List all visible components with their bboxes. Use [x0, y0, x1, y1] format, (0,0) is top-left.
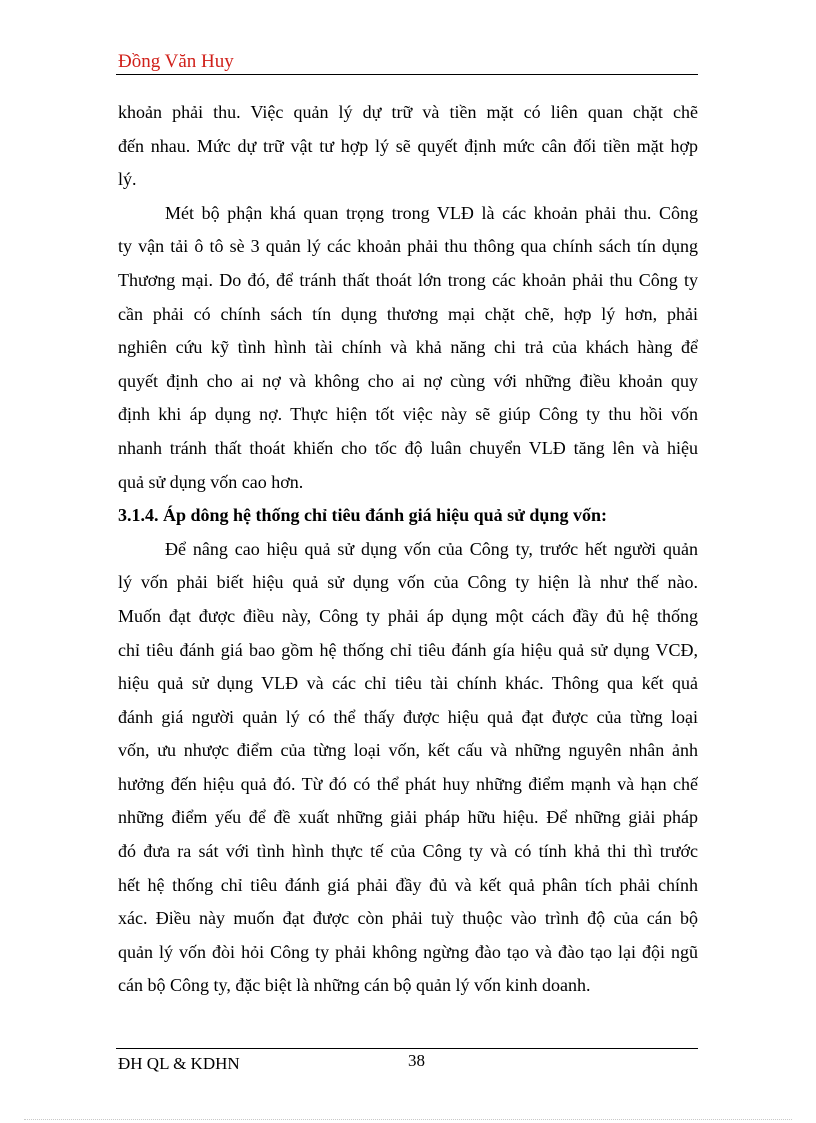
body-line: hưởng đến hiệu quả đó. Từ đó có thể phát huy những điểm mạnh và hạn chế: [118, 773, 698, 794]
body-line: hiệu quả sử dụng VLĐ và các chỉ tiêu tài chính khác. Thông qua kết quả: [118, 673, 698, 694]
body-line: lý vốn phải biết hiệu quả sử dụng vốn của Công ty hiện là như thế nào.: [118, 572, 698, 593]
body-line: xác. Điều này muốn đạt được còn phải tuỳ thuộc vào trình độ của cán bộ: [118, 908, 698, 929]
section-heading: 3.1.4. Áp dông hệ thống chỉ tiêu đánh giá hiệu quả sử dụng vốn:: [118, 505, 607, 526]
footer-rule: [116, 1048, 698, 1049]
body-line: chỉ tiêu đánh giá bao gồm hệ thống chỉ tiêu đánh gía hiệu quả sử dụng VCĐ,: [118, 639, 698, 660]
body-line: Thương mại. Do đó, để tránh thất thoát lớn trong các khoản phải thu Công ty: [118, 269, 698, 290]
body-line: đến nhau. Mức dự trữ vật tư hợp lý sẽ quyết định mức cân đối tiền mặt hợp: [118, 135, 698, 156]
body-line: nghiên cứu kỹ tình hình tài chính và khả năng chi trả của khách hàng để: [118, 337, 698, 358]
body-line: đó đưa ra sát với tình hình thực tế của Công ty và có tính khả thi thì trước: [118, 841, 698, 862]
body-line: vốn, ưu nhược điểm của từng loại vốn, kết cấu và những nguyên nhân ảnh: [118, 740, 698, 761]
body-line: định khi áp dụng nợ. Thực hiện tốt việc này sẽ giúp Công ty thu hồi vốn: [118, 404, 698, 425]
body-line: khoản phải thu. Việc quản lý dự trữ và tiền mặt có liên quan chặt chẽ: [118, 102, 698, 122]
body-line: Để nâng cao hiệu quả sử dụng vốn của Công ty, trước hết người quản: [165, 538, 698, 559]
body-line: lý.: [118, 169, 137, 190]
body-line: ty vận tải ô tô sè 3 quản lý các khoản phải thu thông qua chính sách tín dụng: [118, 236, 698, 257]
body-text: [118, 96, 698, 1003]
body-line: cần phải có chính sách tín dụng thương mại chặt chẽ, hợp lý hơn, phải: [118, 303, 698, 324]
body-line: nhanh tránh thất thoát khiến cho tốc độ luân chuyển VLĐ tăng lên và hiệu: [118, 437, 698, 458]
body-line: đánh giá người quản lý có thể thấy được hiệu quả đạt được của từng loại: [118, 706, 698, 727]
body-line: quản lý vốn đòi hỏi Công ty phải không ngừng đào tạo và đào tạo lại đội ngũ: [118, 941, 698, 962]
body-line: Mét bộ phận khá quan trọng trong VLĐ là các khoản phải thu. Công: [165, 202, 698, 223]
body-line: Muốn đạt được điều này, Công ty phải áp dụng một cách đầy đủ hệ thống: [118, 605, 698, 626]
body-line: cán bộ Công ty, đặc biệt là những cán bộ quản lý vốn kinh doanh.: [118, 975, 591, 996]
body-line: quyết định cho ai nợ và không cho ai nợ cùng với những điều khoản quy: [118, 370, 698, 391]
body-line: hết hệ thống chỉ tiêu đánh giá phải đầy đủ và kết quả phân tích phải chính: [118, 874, 698, 895]
page-header-author: Đồng Văn Huy: [118, 51, 234, 72]
page-number: 38: [408, 1051, 425, 1070]
body-line: quả sử dụng vốn cao hơn.: [118, 471, 304, 492]
page-edge-divider: [24, 1119, 792, 1120]
body-line: những điểm yếu để đề xuất những giải pháp hữu hiệu. Để những giải pháp: [118, 807, 698, 828]
header-rule: [116, 74, 698, 75]
footer-institution: ĐH QL & KDHN: [118, 1054, 240, 1073]
